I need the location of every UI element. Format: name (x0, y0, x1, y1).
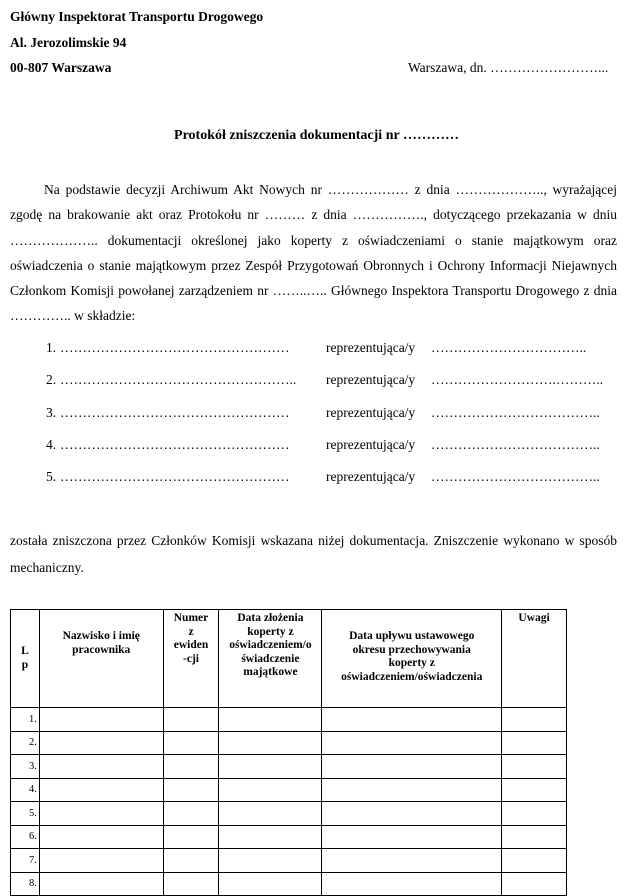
table-cell (322, 825, 502, 849)
header-lp: L p (11, 610, 40, 708)
row-number: 4. (11, 778, 40, 802)
table-row (11, 872, 567, 896)
table-cell (322, 849, 502, 873)
organization-street: Al. Jerozolimskie 94 (10, 35, 127, 50)
member-unit-blank: ……………………………….. (431, 436, 600, 452)
table-cell (502, 708, 567, 732)
table-cell (219, 708, 322, 732)
member-unit-blank: ……………………………….. (431, 469, 600, 485)
header-date-submitted: Data złożenia koperty z oświadczeniem/o świadczenie majątkowe (219, 610, 322, 708)
member-number: 1. (46, 340, 57, 355)
member-represents-label: reprezentująca/y (326, 436, 416, 452)
table-cell (219, 802, 322, 826)
row-number: 8. (11, 872, 40, 896)
table-cell (39, 755, 163, 779)
table-cell (163, 708, 219, 732)
table-row (11, 802, 567, 826)
header-notes: Uwagi (502, 610, 567, 708)
document-title: Protokół zniszczenia dokumentacji nr ………… (174, 128, 459, 143)
documentation-table (10, 609, 567, 896)
member-name-blank: …………………………………………… (60, 404, 290, 420)
body-paragraph (10, 177, 617, 329)
member-name-blank: …………………………………………… (60, 340, 290, 355)
row-number: 7. (11, 849, 40, 873)
header-date-expiry: Data upływu ustawowego okresu przechowywania koperty z oświadczeniem/oświadczenia (322, 610, 502, 708)
table-cell (163, 731, 219, 755)
table-cell (219, 849, 322, 873)
member-represents-label: reprezentująca/y (326, 469, 416, 485)
member-represents-label: reprezentująca/y (326, 404, 416, 420)
table-cell (163, 755, 219, 779)
row-number: 3. (11, 755, 40, 779)
table-cell (219, 825, 322, 849)
member-unit-blank: …………………………….. (431, 340, 587, 355)
header-number: Numer z ewiden -cji (163, 610, 219, 708)
body-text: Na podstawie decyzji Archiwum Akt Nowych nr ……………… z dnia ……………….., wyrażającej zgodę na brakowanie akt oraz Protokołu nr ……… z dnia ……………., dotyczącego przekazania w dniu ……………….. dokumentacji określonej jako koperty z oświadczeniami o stanie majątkowym oraz oświadczenia o stanie majątkowym przez Zespół Przygotowań Obronnych i Ochrony Informacji Niejawnych Członkom Komisji powołanej zarządzeniem nr ……..….. Głównego Inspektora Transportu Drogowego z dnia ………….. w składzie: (10, 182, 617, 324)
member-unit-blank: ……………………….……….. (431, 372, 604, 388)
table-cell (219, 731, 322, 755)
table-cell (219, 872, 322, 896)
table-cell (502, 872, 567, 896)
member-name-blank: …………………………………………… (60, 436, 290, 452)
row-number: 1. (11, 708, 40, 732)
table-row (11, 755, 567, 779)
table-cell (39, 802, 163, 826)
organization-name: Główny Inspektorat Transportu Drogowego (10, 9, 264, 24)
member-number: 2. (46, 372, 57, 388)
table-row (11, 825, 567, 849)
table-row (11, 731, 567, 755)
table-row (11, 849, 567, 873)
row-number: 5. (11, 802, 40, 826)
destruction-statement: została zniszczona przez Członków Komisji wskazana niżej dokumentacja. Zniszczenie wykonano w sposób mechaniczny. (10, 533, 617, 575)
member-number: 4. (46, 436, 57, 452)
table-cell (219, 755, 322, 779)
member-number: 5. (46, 469, 57, 485)
table-cell (322, 802, 502, 826)
header-name: Nazwisko i imię pracownika (39, 610, 163, 708)
table-cell (163, 872, 219, 896)
table-cell (39, 708, 163, 732)
table-cell (502, 825, 567, 849)
table-header-row (11, 610, 567, 708)
table-cell (502, 731, 567, 755)
member-number: 3. (46, 404, 57, 420)
table-cell (322, 778, 502, 802)
table-cell (39, 731, 163, 755)
table-cell (163, 778, 219, 802)
table-cell (502, 755, 567, 779)
table-row (11, 708, 567, 732)
member-name-blank: …………………………………………… (60, 469, 290, 485)
table-cell (39, 778, 163, 802)
table-row (11, 778, 567, 802)
table-cell (39, 825, 163, 849)
table-cell (322, 872, 502, 896)
place-and-date: Warszawa, dn. ……………………... (408, 60, 609, 75)
table-cell (39, 872, 163, 896)
table-cell (322, 731, 502, 755)
member-represents-label: reprezentująca/y (326, 372, 416, 388)
member-represents-label: reprezentująca/y (326, 340, 416, 355)
table-cell (322, 755, 502, 779)
table-cell (39, 849, 163, 873)
table-cell (163, 802, 219, 826)
row-number: 6. (11, 825, 40, 849)
table-cell (502, 802, 567, 826)
row-number: 2. (11, 731, 40, 755)
organization-city: 00-807 Warszawa (10, 60, 112, 75)
table-cell (322, 708, 502, 732)
table-cell (502, 849, 567, 873)
table-cell (502, 778, 567, 802)
table-cell (163, 849, 219, 873)
member-unit-blank: ……………………………….. (431, 404, 600, 420)
table-cell (163, 825, 219, 849)
table-cell (219, 778, 322, 802)
member-name-blank: …………………………………………….. (60, 372, 297, 388)
